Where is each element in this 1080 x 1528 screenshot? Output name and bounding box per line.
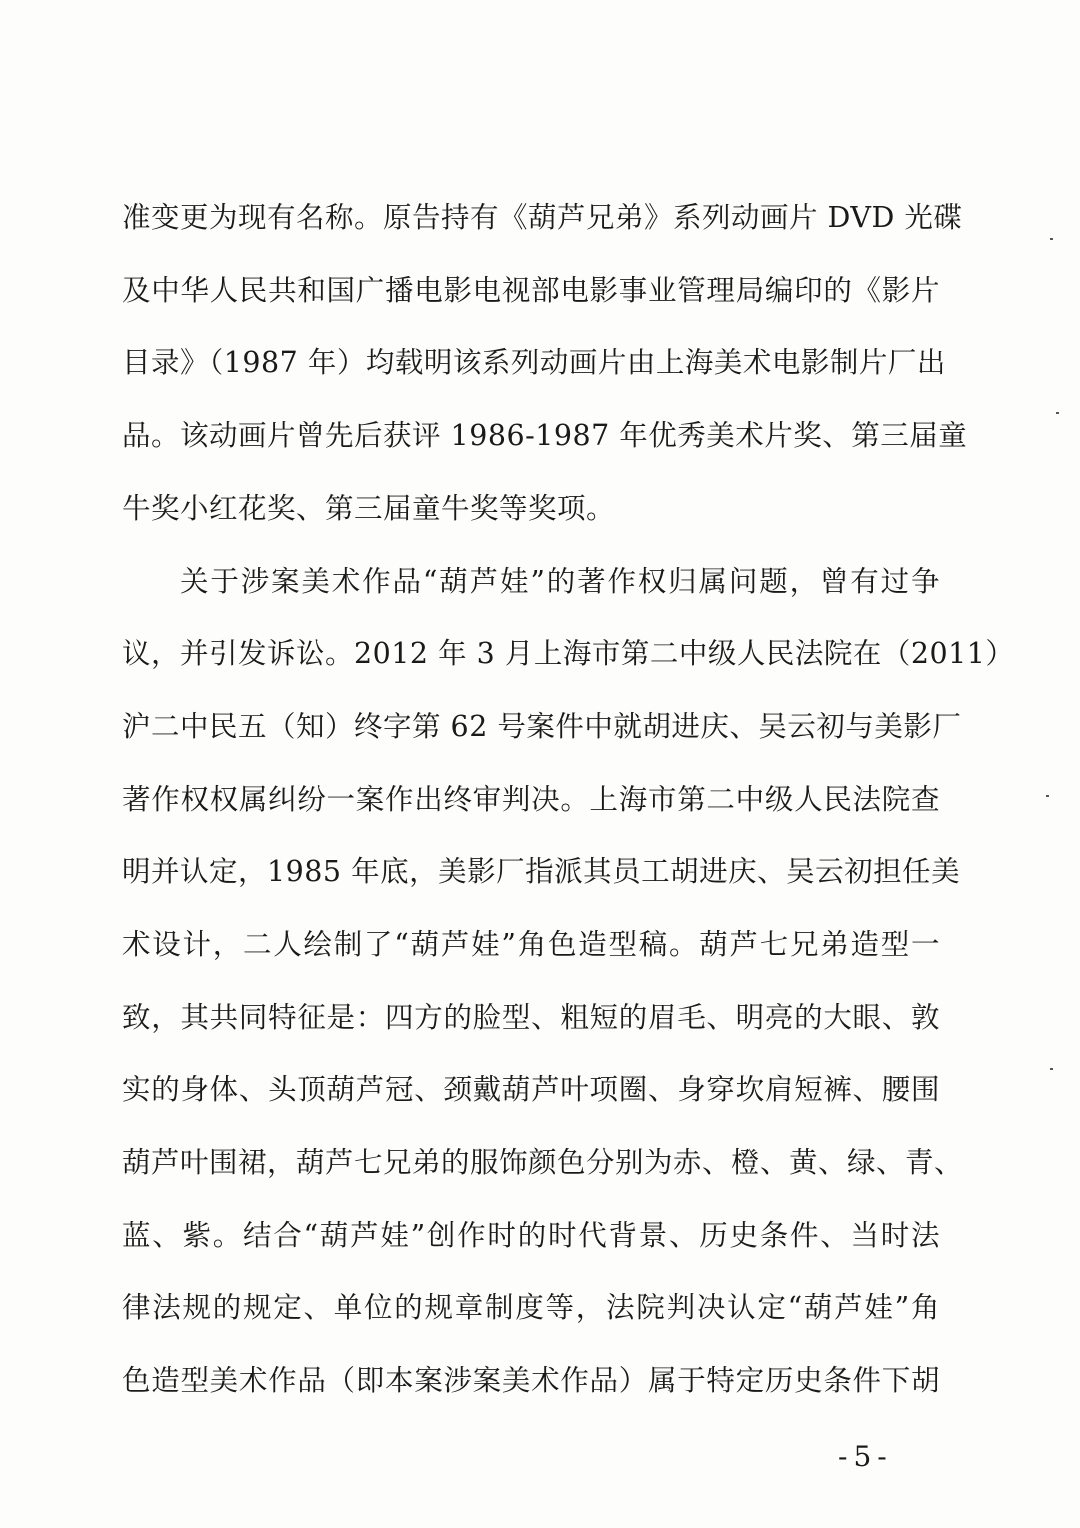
scan-speck xyxy=(1046,795,1049,797)
scan-speck xyxy=(1050,238,1053,240)
paragraph-first-line: 关于涉案美术作品“葫芦娃”的著作权归属问题，曾有过争 xyxy=(180,565,940,598)
text-line: 著作权权属纠纷一案作出终审判决。上海市第二中级人民法院查 xyxy=(122,783,940,816)
text-line: 律法规的规定、单位的规章制度等，法院判决认定“葫芦娃”角 xyxy=(122,1291,940,1324)
scan-speck xyxy=(1050,1068,1053,1070)
text-line: 及中华人民共和国广播电影电视部电影事业管理局编印的《影片 xyxy=(122,274,940,307)
text-line: 目录》（1987 年）均载明该系列动画片由上海美术电影制片厂出 xyxy=(122,346,946,379)
page-number: -5- xyxy=(838,1440,893,1473)
text-line: 议，并引发诉讼。2012 年 3 月上海市第二中级人民法院在（2011） xyxy=(122,637,1015,670)
text-line: 牛奖小红花奖、第三届童牛奖等奖项。 xyxy=(122,492,616,525)
text-line: 葫芦叶围裙，葫芦七兄弟的服饰颜色分别为赤、橙、黄、绿、青、 xyxy=(122,1146,964,1179)
text-line: 蓝、紫。结合“葫芦娃”创作时的时代背景、历史条件、当时法 xyxy=(122,1219,940,1252)
text-line: 致，其共同特征是：四方的脸型、粗短的眉毛、明亮的大眼、敦 xyxy=(122,1001,940,1034)
text-line: 沪二中民五（知）终字第 62 号案件中就胡进庆、吴云初与美影厂 xyxy=(122,710,962,743)
scan-speck xyxy=(1056,412,1059,414)
text-line: 品。该动画片曾先后获评 1986-1987 年优秀美术片奖、第三届童 xyxy=(122,419,968,452)
text-line: 色造型美术作品（即本案涉案美术作品）属于特定历史条件下胡 xyxy=(122,1364,940,1397)
text-line: 实的身体、头顶葫芦冠、颈戴葫芦叶项圈、身穿坎肩短裤、腰围 xyxy=(122,1073,940,1106)
text-line: 准变更为现有名称。原告持有《葫芦兄弟》系列动画片 DVD 光碟 xyxy=(122,201,963,234)
text-line: 术设计，二人绘制了“葫芦娃”角色造型稿。葫芦七兄弟造型一 xyxy=(122,928,940,961)
text-line: 明并认定，1985 年底，美影厂指派其员工胡进庆、吴云初担任美 xyxy=(122,855,961,888)
